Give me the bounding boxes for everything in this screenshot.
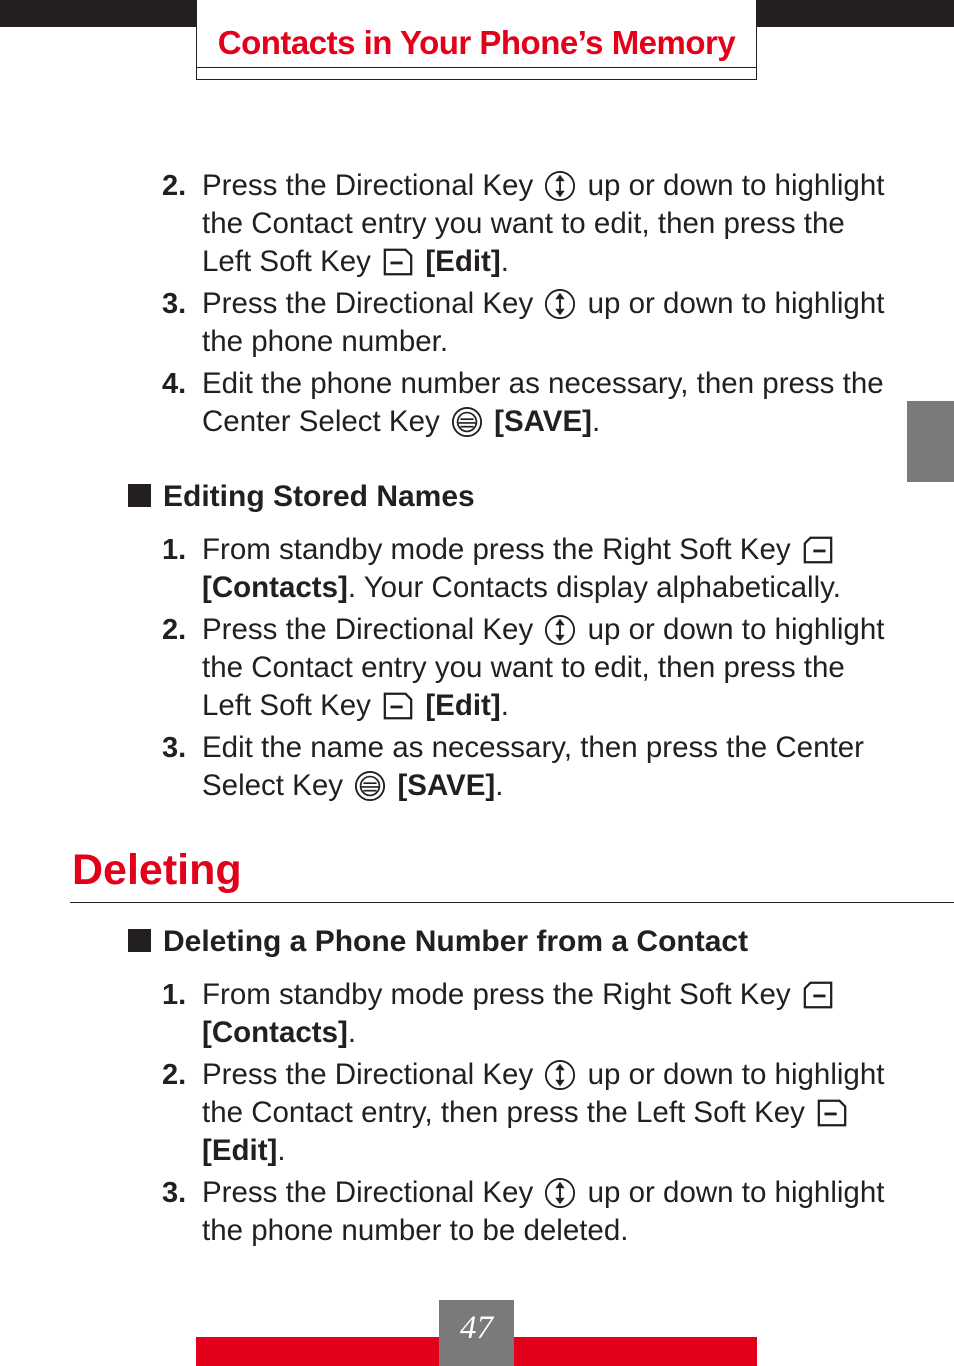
list-item (0, 531, 902, 607)
header-tab (196, 0, 757, 80)
top-bar-left (0, 0, 196, 27)
step-text: . (591, 405, 601, 438)
step-text: up or down to highlight the Contact entry you want to edit, then press the Left Soft Key (202, 613, 885, 722)
step-number: 2. (162, 1059, 187, 1091)
subheading-editing-stored-names (128, 480, 475, 514)
step-number: 1. (162, 979, 187, 1011)
step-text: From standby mode press the Right Soft Key (202, 978, 791, 1011)
list-item (0, 285, 902, 361)
list-item (0, 365, 902, 441)
key-label: [Contacts] (202, 1016, 348, 1049)
key-label: [Edit] (202, 1134, 278, 1167)
step-text: Press the Directional Key (202, 1058, 534, 1091)
step-text: Edit the phone number as necessary, then press the Center Select Key (202, 367, 884, 438)
key-label: [Edit] (425, 245, 501, 278)
step-number: 2. (162, 614, 187, 646)
square-bullet-icon (128, 929, 151, 952)
step-number: 2. (162, 170, 187, 202)
left-soft-key-icon (381, 246, 415, 278)
center-select-key-icon (450, 406, 484, 438)
directional-key-icon (543, 1177, 577, 1209)
step-number: 3. (162, 732, 187, 764)
step-text: . (347, 1016, 357, 1049)
key-label: [SAVE] (397, 769, 496, 802)
top-bar-right (757, 0, 954, 27)
step-text: . (277, 1134, 286, 1167)
step-text: . Your Contacts display alphabetically. (347, 571, 841, 604)
left-soft-key-icon (815, 1097, 849, 1129)
section-divider (70, 902, 954, 903)
step-text: . (500, 689, 509, 722)
list-item (0, 729, 902, 805)
directional-key-icon (543, 170, 577, 202)
step-text: Press the Directional Key (202, 169, 534, 202)
step-text: From standby mode press the Right Soft Key (202, 533, 791, 566)
subheading-text: Editing Stored Names (163, 480, 475, 513)
page-number: 47 (460, 1310, 493, 1346)
key-label: [SAVE] (494, 405, 592, 438)
step-text: Press the Directional Key (202, 1176, 534, 1209)
step-text: up or down to highlight the Contact entry you want to edit, then press the Left Soft Key (202, 169, 885, 278)
directional-key-icon (543, 614, 577, 646)
step-text: up or down to highlight the phone number. (202, 287, 885, 358)
list-item (0, 1174, 902, 1250)
subheading-deleting-number (128, 925, 748, 959)
step-list-deleting-number (0, 976, 954, 1250)
step-text: Press the Directional Key (202, 287, 534, 320)
step-text: up or down to highlight the phone number to be deleted. (202, 1176, 885, 1247)
step-number: 1. (162, 534, 187, 566)
section-title-deleting: Deleting (72, 846, 242, 894)
step-text: Press the Directional Key (202, 613, 534, 646)
step-list-editing-numbers (0, 167, 954, 441)
list-item (0, 1056, 902, 1170)
subheading-text: Deleting a Phone Number from a Contact (163, 925, 749, 958)
step-text: up or down to highlight the Contact entry, then press the Left Soft Key (202, 1058, 885, 1129)
directional-key-icon (543, 288, 577, 320)
right-soft-key-icon (801, 534, 835, 566)
step-text: . (495, 769, 504, 802)
page-header-title: Contacts in Your Phone’s Memory (217, 24, 736, 61)
key-label: [Edit] (425, 689, 501, 722)
key-label: [Contacts] (202, 571, 348, 604)
step-text: . (500, 245, 509, 278)
square-bullet-icon (128, 484, 151, 507)
center-select-key-icon (353, 770, 387, 802)
list-item (0, 976, 902, 1052)
list-item (0, 611, 902, 725)
step-number: 4. (162, 368, 187, 400)
step-text: Edit the name as necessary, then press the Center Select Key (202, 731, 864, 802)
step-list-editing-names (0, 531, 954, 805)
step-number: 3. (162, 1177, 187, 1209)
list-item (0, 167, 902, 281)
directional-key-icon (543, 1059, 577, 1091)
right-soft-key-icon (801, 979, 835, 1011)
left-soft-key-icon (381, 690, 415, 722)
step-number: 3. (162, 288, 187, 320)
